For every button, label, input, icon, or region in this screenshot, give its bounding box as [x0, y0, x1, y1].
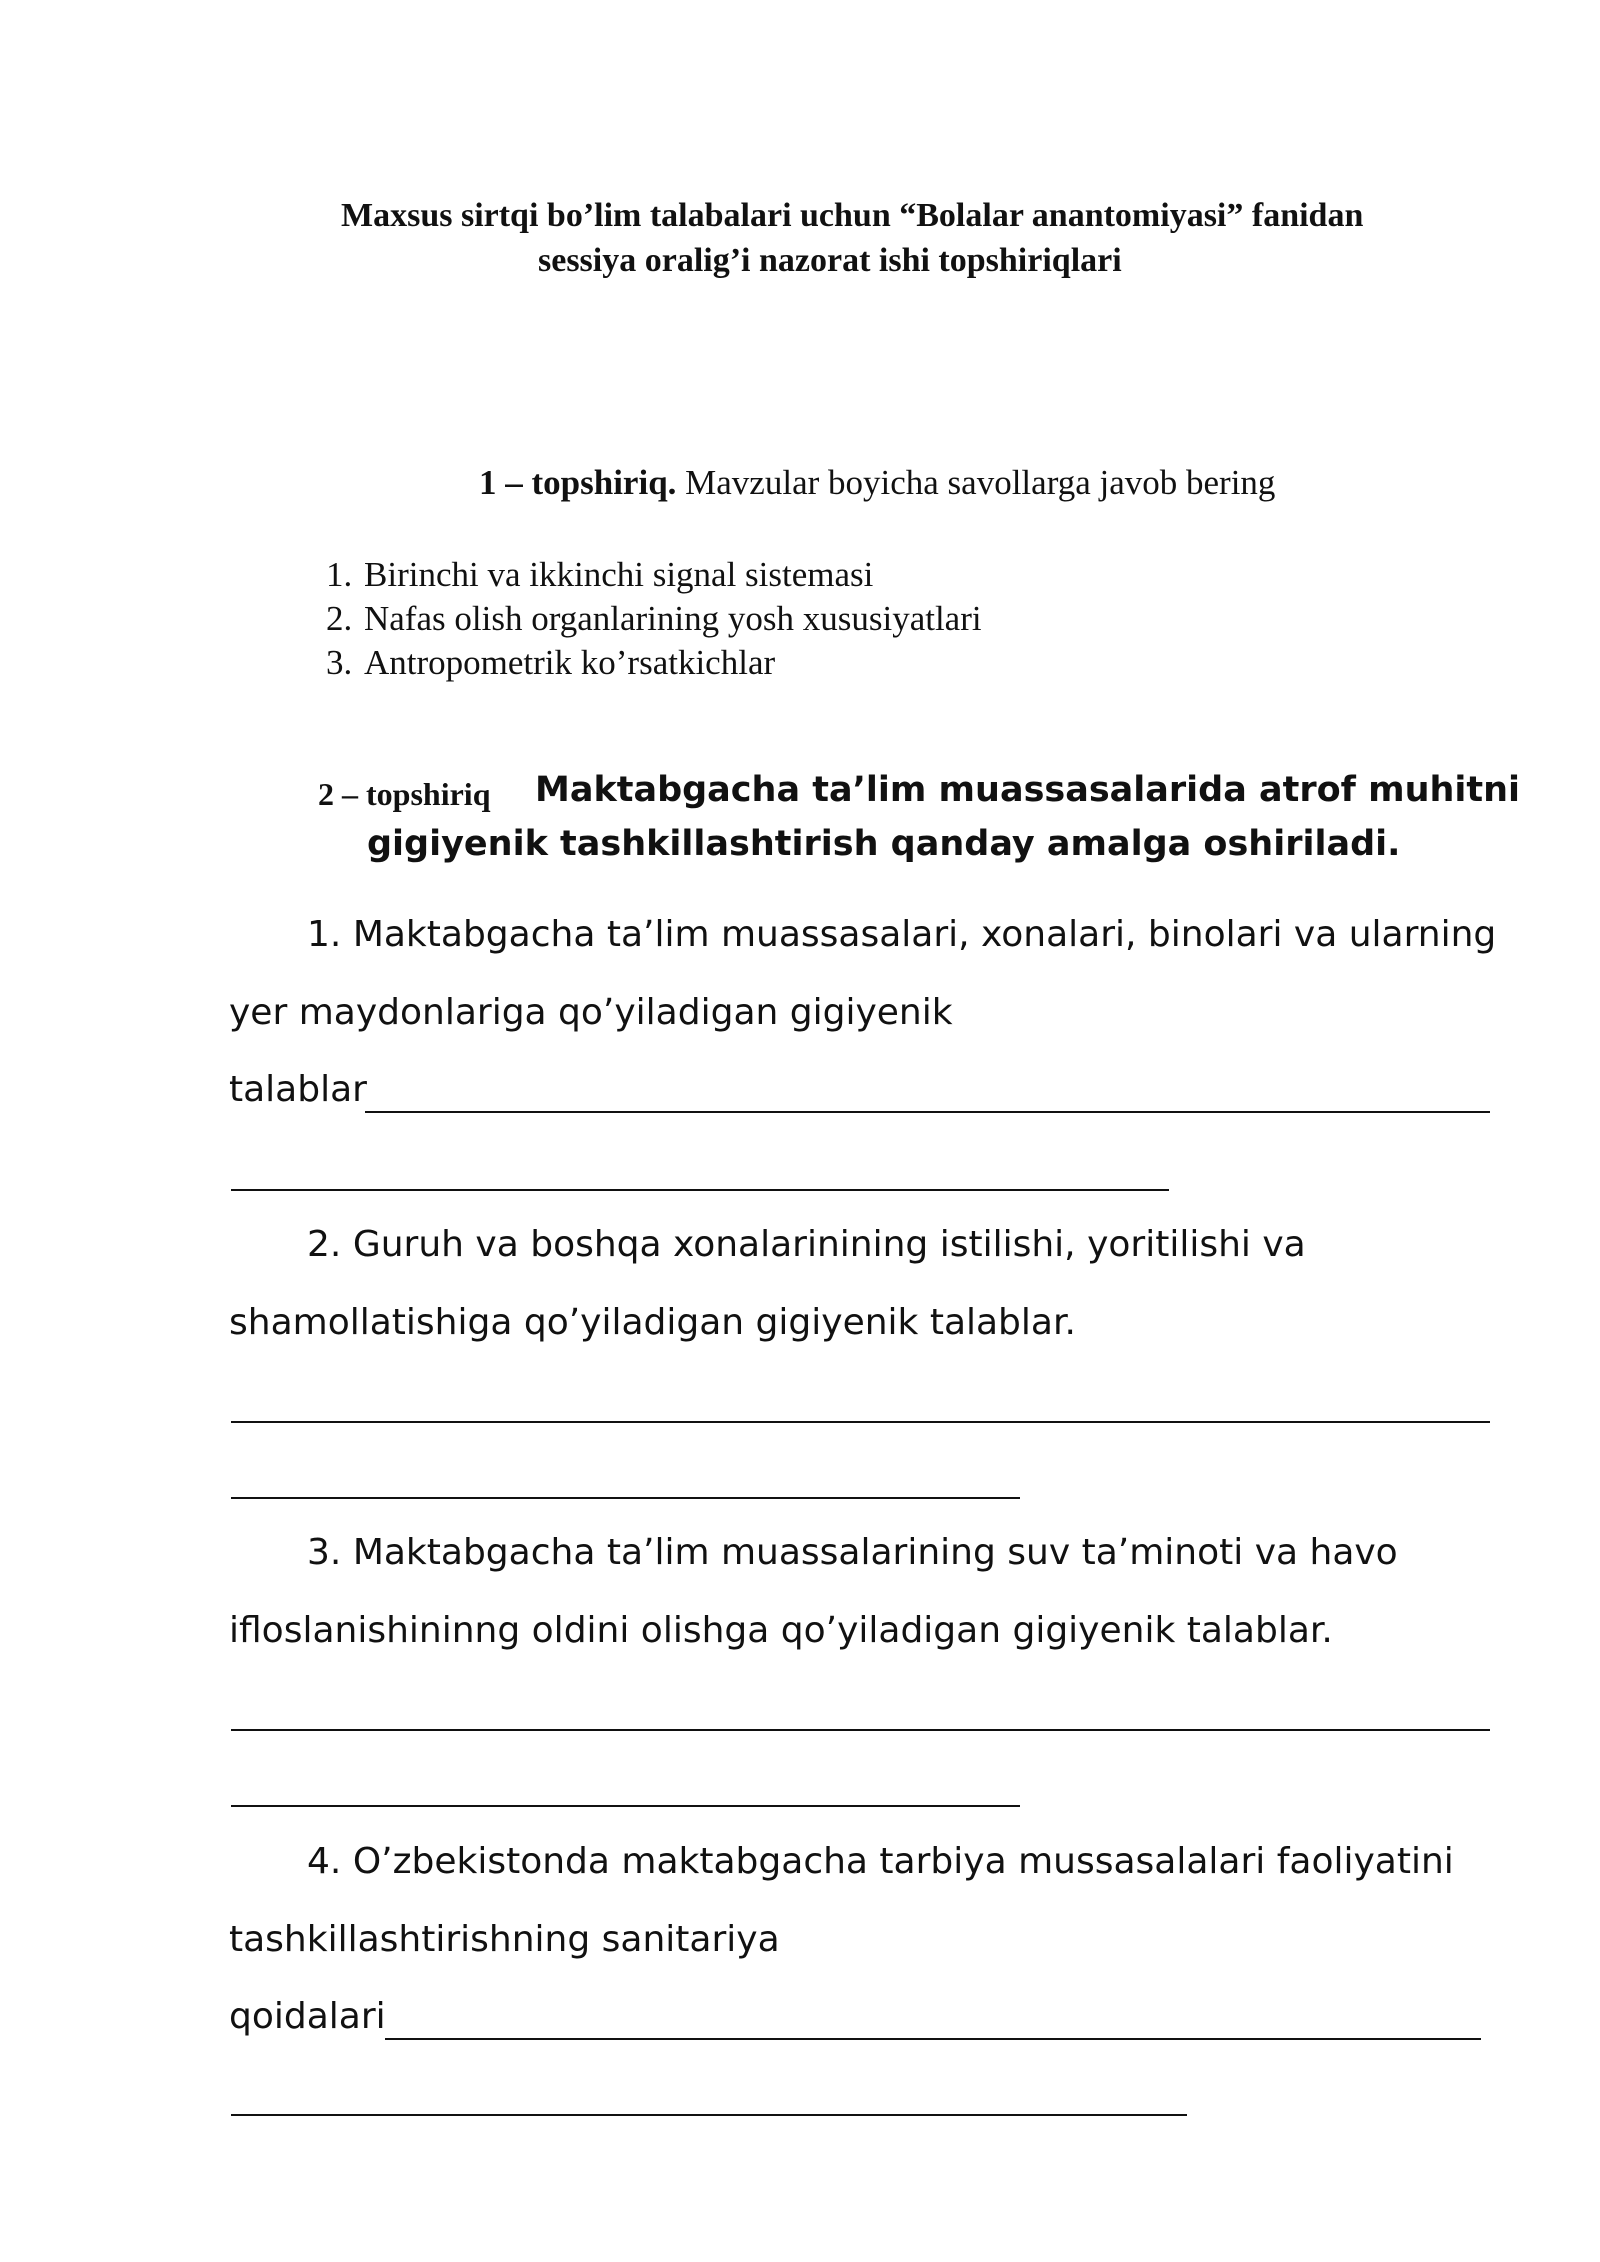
- list-item-number: 2.: [326, 599, 353, 638]
- task-1-heading: [479, 463, 1275, 503]
- document-title-line-2: sessiya oralig’i nazorat ishi topshiriqlari: [538, 242, 1122, 279]
- list-item: [326, 597, 982, 641]
- question-text: O’zbekistonda maktabgacha tarbiya mussasalalari faoliyatini: [352, 1841, 1454, 1882]
- list-item-text: Antropometrik ko’rsatkichlar: [364, 643, 776, 682]
- list-item-text: Birinchi va ikkinchi signal sistemasi: [364, 555, 874, 594]
- list-item-text: Nafas olish organlarining yosh xususiyatlari: [364, 599, 982, 638]
- answer-line[interactable]: [231, 1189, 1169, 1191]
- answer-line[interactable]: [385, 2038, 1481, 2040]
- question-4-line-2: tashkillashtirishning sanitariya: [229, 1919, 780, 1960]
- answer-line[interactable]: [365, 1111, 1490, 1113]
- question-3-line-1: [307, 1532, 1398, 1573]
- list-item: [326, 553, 873, 597]
- question-1-line-2: yer maydonlariga qo’yiladigan gigiyenik: [229, 992, 953, 1033]
- question-text: Maktabgacha ta’lim muassalarining suv ta’minoti va havo: [352, 1532, 1398, 1573]
- task-1-label: 1 – topshiriq.: [479, 463, 677, 502]
- answer-line[interactable]: [231, 1805, 1020, 1807]
- question-number: 1.: [307, 914, 342, 955]
- question-1-line-3: talablar: [229, 1069, 367, 1110]
- task-1-text: Mavzular boyicha savollarga javob bering: [676, 463, 1276, 502]
- question-1-line-1: [307, 914, 1496, 955]
- task-2-heading-line-1: Maktabgacha ta’lim muassasalarida atrof muhitni: [535, 770, 1521, 810]
- question-text: Guruh va boshqa xonalarinining istilishi, yoritilishi va: [352, 1224, 1306, 1265]
- list-item: [326, 641, 775, 685]
- answer-line[interactable]: [231, 1497, 1020, 1499]
- task-2-label: 2 – topshiriq: [318, 776, 491, 812]
- list-item-number: 3.: [326, 643, 353, 682]
- question-4-line-1: [307, 1841, 1454, 1882]
- task-2-heading-line-2: gigiyenik tashkillashtirish qanday amalga oshiriladi.: [367, 824, 1401, 864]
- question-2-line-2: shamollatishiga qo’yiladigan gigiyenik talablar.: [229, 1302, 1076, 1343]
- question-text: Maktabgacha ta’lim muassasalari, xonalari, binolari va ularning: [352, 914, 1497, 955]
- question-number: 4.: [307, 1841, 342, 1882]
- question-4-line-3: qoidalari: [229, 1996, 386, 2037]
- document-title-line-1: Maxsus sirtqi bo’lim talabalari uchun “Bolalar anantomiyasi” fanidan: [341, 197, 1364, 234]
- answer-line[interactable]: [231, 1729, 1490, 1731]
- question-number: 2.: [307, 1224, 342, 1265]
- question-number: 3.: [307, 1532, 342, 1573]
- question-3-line-2: ifloslanishininng oldini olishga qo’yiladigan gigiyenik talablar.: [229, 1610, 1333, 1651]
- answer-line[interactable]: [231, 2114, 1187, 2116]
- question-2-line-1: [307, 1224, 1306, 1265]
- list-item-number: 1.: [326, 555, 353, 594]
- answer-line[interactable]: [231, 1421, 1490, 1423]
